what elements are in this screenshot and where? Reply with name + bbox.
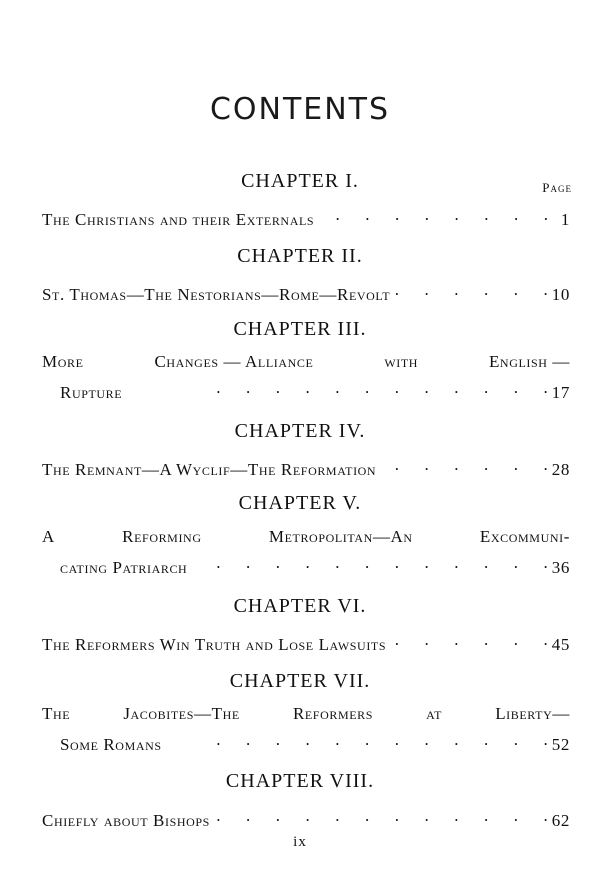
toc-entry[interactable] [42, 630, 570, 655]
toc-entry-title: St. Thomas—The Nestorians—Rome—Revolt [42, 285, 391, 304]
toc-entry[interactable] [42, 352, 570, 403]
chapter-heading: CHAPTER VII. [229, 670, 371, 692]
page-title: CONTENTS [209, 92, 391, 127]
dot-leader [390, 280, 552, 300]
page-column-label: Page [542, 180, 572, 195]
chapter-heading: CHAPTER III. [233, 318, 367, 340]
toc-entry-title: Chiefly about Bishops [42, 811, 210, 830]
toc-entry[interactable] [42, 704, 570, 755]
toc-page-number: 45 [551, 635, 570, 654]
toc-entry-line1: A Reforming Metropolitan—An Excommuni- [42, 527, 570, 546]
dot-leader [187, 553, 551, 573]
toc-entry[interactable] [42, 527, 570, 578]
toc-entry[interactable] [42, 280, 570, 305]
toc-page-number: 1 [560, 210, 570, 229]
toc-page-number: 36 [551, 558, 570, 577]
toc-page-number: 17 [551, 383, 570, 402]
toc-entry-title: The Remnant—A Wyclif—The Reformation [42, 460, 377, 479]
dot-leader [314, 205, 552, 225]
dot-leader [122, 378, 552, 398]
toc-page-number: 52 [551, 735, 570, 754]
page-folio: ix [293, 834, 307, 850]
toc-entry[interactable] [42, 205, 570, 230]
chapter-heading: CHAPTER II. [237, 245, 363, 267]
toc-entry-title: cating Patriarch [60, 558, 188, 577]
toc-entry-title: Some Romans [60, 735, 162, 754]
chapter-heading: CHAPTER IV. [234, 420, 366, 442]
toc-entry[interactable] [42, 455, 570, 480]
chapter-heading: CHAPTER V. [238, 492, 362, 514]
toc-entry-line1: More Changes — Alliance with English — [42, 352, 570, 371]
chapter-heading: CHAPTER I. [241, 170, 359, 192]
dot-leader [376, 455, 552, 475]
toc-entry-title: Rupture [60, 383, 123, 402]
toc-entry[interactable] [42, 806, 570, 831]
dot-leader [210, 806, 552, 826]
toc-page-number: 62 [551, 811, 570, 830]
dot-leader [386, 630, 552, 650]
toc-entry-line1: The Jacobites—The Reformers at Liberty— [42, 704, 570, 723]
toc-page-number: 28 [551, 460, 570, 479]
toc-entry-title: The Reformers Win Truth and Lose Lawsuits [42, 635, 387, 654]
dot-leader [162, 730, 552, 750]
chapter-heading: CHAPTER VIII. [225, 770, 375, 792]
toc-entry-title: The Christians and their Externals [42, 210, 315, 229]
chapter-heading: CHAPTER VI. [233, 595, 367, 617]
toc-page-number: 10 [551, 285, 570, 304]
